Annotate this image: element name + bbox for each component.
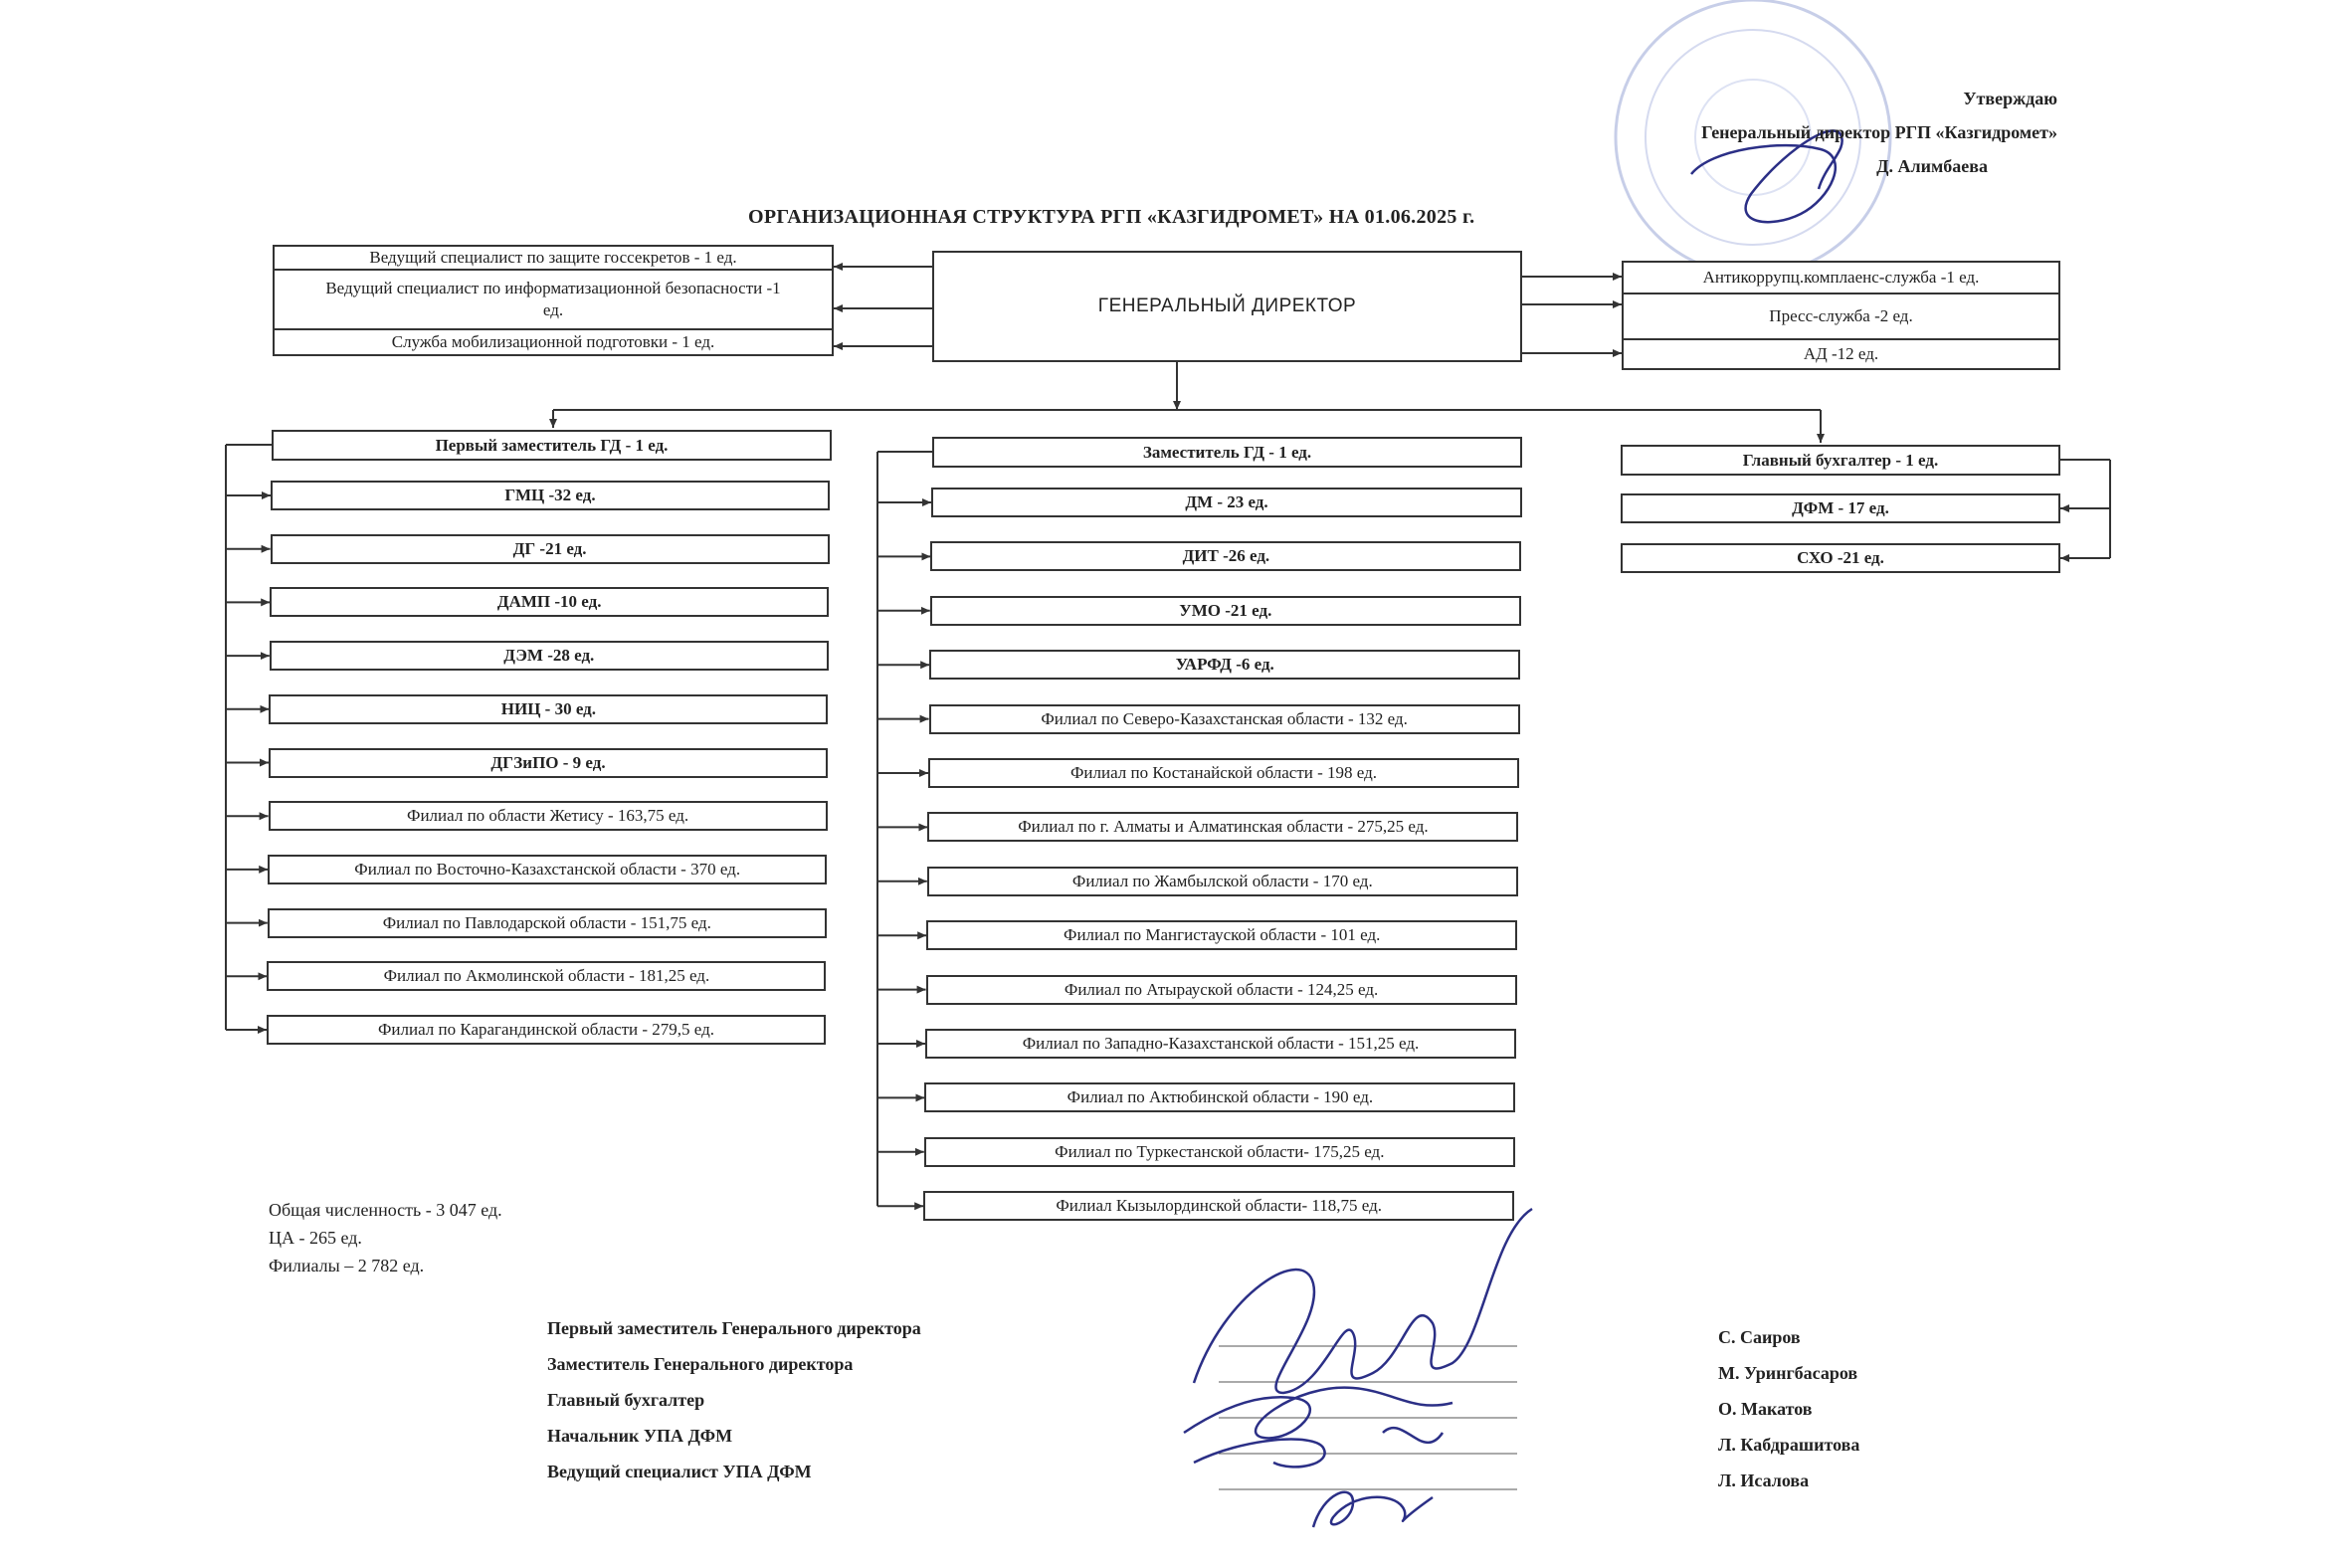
deputy-unit: Филиал по Северо-Казахстанская области - 132 ед. (929, 704, 1520, 734)
chief-accountant-box: Главный бухгалтер - 1 ед. (1621, 445, 2060, 476)
deputy-unit: УАРФД -6 ед. (929, 650, 1520, 680)
secrets-specialist: Ведущий специалист по защите госсекретов - 1 ед. (369, 248, 737, 267)
approval-line3: Д. Алимбаева (1876, 156, 1988, 176)
approval-line2: Генеральный директор РГП «Казгидромет» (1701, 122, 2057, 142)
first-deputy-unit: Филиал по Павлодарской области - 151,75 ед. (268, 908, 827, 938)
chief-accountant-unit: ДФМ - 17 ед. (1621, 493, 2060, 523)
deputy-unit: Филиал по Жамбылской области - 170 ед. (927, 867, 1518, 896)
first-deputy-unit: ДАМП -10 ед. (270, 587, 829, 617)
deputy-unit: Филиал по Мангистауской области - 101 ед. (926, 920, 1517, 950)
approval-block (1701, 82, 2057, 183)
handwritten-signatures (1184, 1209, 1532, 1527)
first-deputy-unit: ГМЦ -32 ед. (271, 481, 830, 510)
first-deputy-bus (226, 445, 272, 1030)
position-upa-specialist: Ведущий специалист УПА ДФМ (547, 1462, 812, 1481)
totals-block (269, 1196, 502, 1279)
deputy-unit: УМО -21 ед. (930, 596, 1521, 626)
deputy-unit: Филиал по Западно-Казахстанской области - 151,25 ед. (925, 1029, 1516, 1059)
position-deputy: Заместитель Генерального директора (547, 1354, 854, 1374)
deputy-unit: Филиал по Актюбинской области - 190 ед. (924, 1082, 1515, 1112)
anticorruption-service: Антикоррупц.комплаенс-служба -1 ед. (1702, 268, 1980, 287)
first-deputy-unit: НИЦ - 30 ед. (269, 694, 828, 724)
name-isalova: Л. Исалова (1718, 1470, 1810, 1490)
name-uringbasarov: М. Урингбасаров (1718, 1363, 1858, 1383)
approval-line1: Утверждаю (1963, 89, 2057, 108)
first-deputy-unit: ДГ -21 ед. (271, 534, 830, 564)
deputy-unit: ДМ - 23 ед. (931, 488, 1522, 517)
deputy-box: Заместитель ГД - 1 ед. (932, 437, 1522, 468)
position-upa-head: Начальник УПА ДФМ (547, 1426, 733, 1446)
position-first-deputy: Первый заместитель Генерального директора (547, 1318, 921, 1338)
position-chief-accountant: Главный бухгалтер (547, 1390, 705, 1410)
first-deputy-box: Первый заместитель ГД - 1 ед. (272, 430, 832, 461)
first-deputy-unit: ДЭМ -28 ед. (270, 641, 829, 671)
central-apparatus: ЦА - 265 ед. (269, 1228, 362, 1248)
right-top-stack (1622, 261, 2060, 370)
press-service: Пресс-служба -2 ед. (1769, 306, 1913, 325)
name-sairov: С. Саиров (1718, 1327, 1801, 1347)
first-deputy-unit: Филиал по области Жетису - 163,75 ед. (269, 801, 828, 831)
signatory-names (1718, 1319, 1859, 1498)
deputy-unit: Филиал Кызылординской области- 118,75 ед. (923, 1191, 1514, 1221)
first-deputy-unit: Филиал по Акмолинской области - 181,25 ед. (267, 961, 826, 991)
chief-accountant-unit: СХО -21 ед. (1621, 543, 2060, 573)
ad-unit: АД -12 ед. (1803, 344, 1879, 363)
infosec-specialist: Ведущий специалист по информатизационной безопасности -1 ед. (325, 279, 781, 319)
page-title: ОРГАНИЗАЦИОННАЯ СТРУКТУРА РГП «КАЗГИДРОМЕТ» НА 01.06.2025 г. (748, 206, 1475, 228)
general-director-box: ГЕНЕРАЛЬНЫЙ ДИРЕКТОР (932, 251, 1522, 362)
name-kabdrashitova: Л. Кабдрашитова (1718, 1435, 1860, 1455)
mobilization-service: Служба мобилизационной подготовки - 1 ед. (391, 332, 715, 351)
deputy-unit: ДИТ -26 ед. (930, 541, 1521, 571)
chief-accountant-bus (2060, 460, 2110, 558)
first-deputy-unit: Филиал по Восточно-Казахстанской области - 370 ед. (268, 855, 827, 884)
first-deputy-unit: Филиал по Карагандинской области - 279,5 ед. (267, 1015, 826, 1045)
deputy-unit: Филиал по Атырауской области - 124,25 ед. (926, 975, 1517, 1005)
left-top-stack (273, 245, 834, 356)
signatory-positions (547, 1310, 921, 1489)
total-headcount: Общая численность - 3 047 ед. (269, 1200, 502, 1220)
deputy-unit: Филиал по Туркестанской области- 175,25 ед. (924, 1137, 1515, 1167)
branches-total: Филиалы – 2 782 ед. (269, 1256, 425, 1275)
name-makatov: О. Макатов (1718, 1399, 1813, 1419)
deputy-unit: Филиал по Костанайской области - 198 ед. (928, 758, 1519, 788)
deputy-unit: Филиал по г. Алматы и Алматинская области - 275,25 ед. (927, 812, 1518, 842)
first-deputy-unit: ДГЗиПО - 9 ед. (269, 748, 828, 778)
